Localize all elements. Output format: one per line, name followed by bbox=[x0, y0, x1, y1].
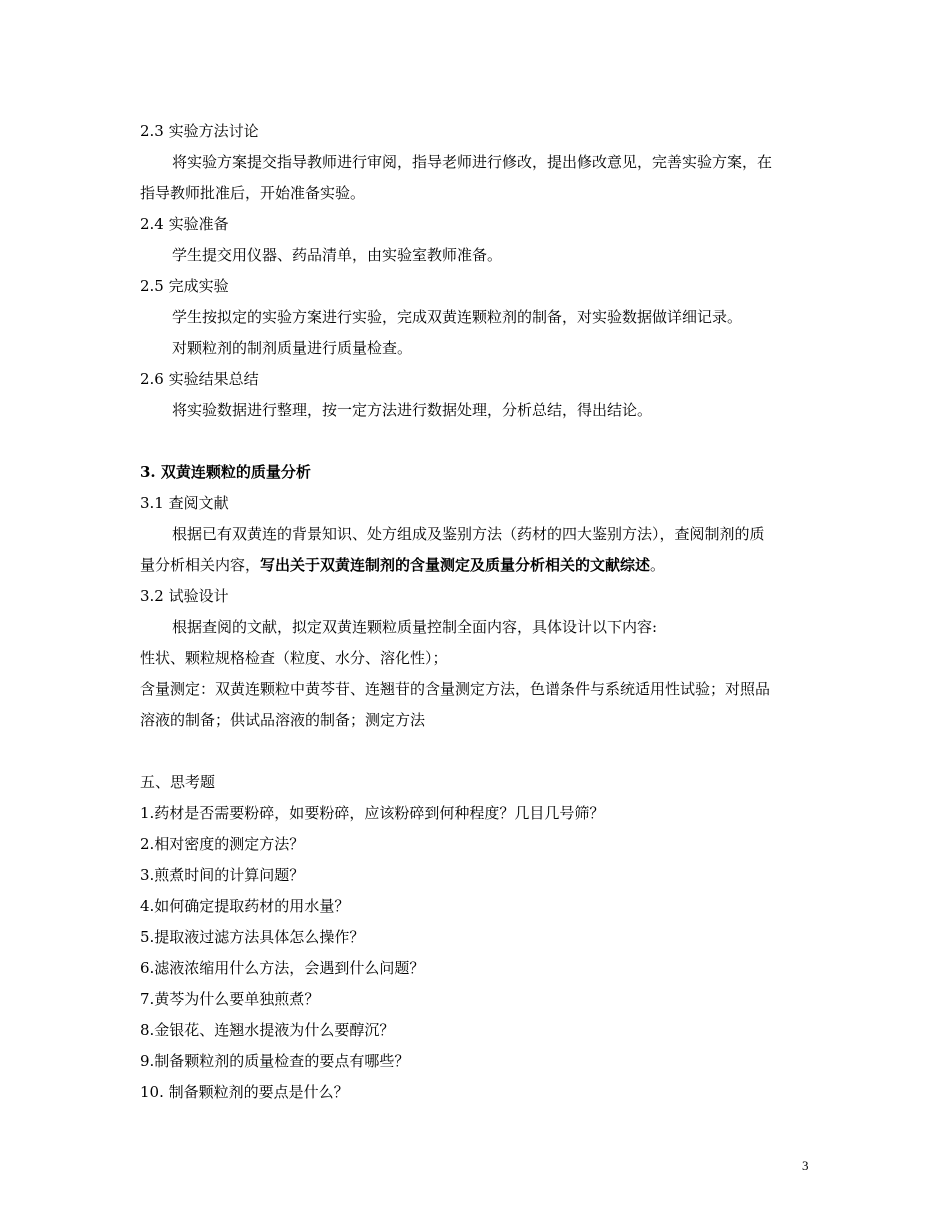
section-3-1-paragraph-line-1: 根据已有双黄连的背景知识、处方组成及鉴别方法（药材的四大鉴别方法），查阅制剂的质 bbox=[172, 525, 765, 543]
document-page bbox=[140, 0, 812, 1230]
question-item: 1.药材是否需要粉碎，如要粉碎，应该粉碎到何种程度？几目几号筛？ bbox=[140, 804, 605, 822]
question-item: 3.煎煮时间的计算问题？ bbox=[140, 866, 305, 884]
section-2-5-heading: 2.5 完成实验 bbox=[140, 277, 229, 295]
section-2-5-paragraph-1: 学生按拟定的实验方案进行实验，完成双黄连颗粒剂的制备，对实验数据做详细记录。 bbox=[172, 308, 743, 326]
section-2-6-paragraph: 将实验数据进行整理，按一定方法进行数据处理，分析总结，得出结论。 bbox=[172, 401, 653, 419]
section-2-4-paragraph: 学生提交用仪器、药品清单，由实验室教师准备。 bbox=[172, 246, 503, 264]
section-2-6-heading: 2.6 实验结果总结 bbox=[140, 370, 259, 388]
section-3-heading: 3. 双黄连颗粒的质量分析 bbox=[140, 463, 311, 481]
question-item: 5.提取液过滤方法具体怎么操作？ bbox=[140, 928, 365, 946]
question-item: 8.金银花、连翘水提液为什么要醇沉？ bbox=[140, 1021, 395, 1039]
section-3-2-heading: 3.2 试验设计 bbox=[140, 587, 229, 605]
section-3-1-emphasis: 写出关于双黄连制剂的含量测定及质量分析相关的文献综述 bbox=[260, 556, 651, 574]
section-2-3-paragraph-line-2: 指导教师批准后，开始准备实验。 bbox=[140, 184, 366, 202]
section-3-2-item-2-line-1: 含量测定：双黄连颗粒中黄芩苷、连翘苷的含量测定方法，色谱条件与系统适用性试验；对照品 bbox=[140, 680, 771, 698]
section-3-2-item-1: 性状、颗粒规格检查（粒度、水分、溶化性）； bbox=[140, 649, 448, 667]
section-2-4-heading: 2.4 实验准备 bbox=[140, 215, 229, 233]
section-3-2-intro: 根据查阅的文献，拟定双黄连颗粒质量控制全面内容，具体设计以下内容: bbox=[172, 618, 658, 636]
section-2-3-heading: 2.3 实验方法讨论 bbox=[140, 122, 259, 140]
question-item: 2.相对密度的测定方法？ bbox=[140, 835, 305, 853]
question-item: 7.黄芩为什么要单独煎煮？ bbox=[140, 990, 320, 1008]
section-3-1-heading: 3.1 查阅文献 bbox=[140, 494, 229, 512]
section-3-2-item-2-line-2: 溶液的制备；供试品溶液的制备；测定方法 bbox=[140, 711, 426, 729]
section-2-3-paragraph-line-1: 将实验方案提交指导教师进行审阅，指导老师进行修改，提出修改意见，完善实验方案，在 bbox=[172, 153, 773, 171]
question-item: 6.滤液浓缩用什么方法，会遇到什么问题？ bbox=[140, 959, 425, 977]
section-3-1-period: 。 bbox=[650, 556, 666, 574]
section-3-1-text: 量分析相关内容， bbox=[140, 556, 261, 574]
question-item: 4.如何确定提取药材的用水量？ bbox=[140, 897, 350, 915]
section-2-5-paragraph-2: 对颗粒剂的制剂质量进行质量检查。 bbox=[172, 339, 413, 357]
section-3-1-paragraph-line-2 bbox=[140, 555, 665, 575]
page-number: 3 bbox=[802, 1158, 809, 1173]
question-item: 10. 制备颗粒剂的要点是什么？ bbox=[140, 1083, 349, 1101]
question-item: 9.制备颗粒剂的质量检查的要点有哪些？ bbox=[140, 1052, 410, 1070]
questions-heading: 五、思考题 bbox=[140, 773, 216, 791]
